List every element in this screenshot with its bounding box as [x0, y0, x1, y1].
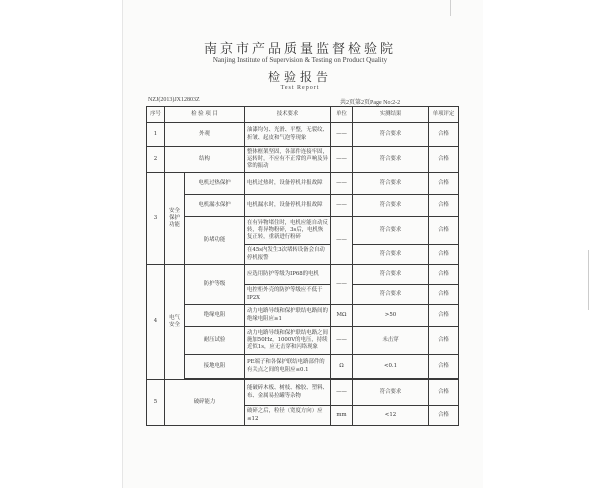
row-verdict: 合格: [429, 195, 459, 217]
row-verdict: 合格: [429, 406, 459, 426]
table-row: [147, 265, 459, 285]
row-verdict: 合格: [429, 123, 459, 147]
row-result: 符合要求: [353, 173, 429, 195]
institute-name-en: Nanjing Institute of Supervision & Testing on Product Quality: [212, 56, 388, 64]
row-unit: ——: [331, 195, 353, 217]
table-header-row: [147, 107, 459, 123]
row-group: 安全保护功能: [165, 173, 185, 265]
row-result: 符合要求: [353, 217, 429, 245]
row-seq: 5: [147, 380, 165, 426]
row-unit: ——: [331, 327, 353, 355]
row-seq: 1: [147, 123, 165, 147]
row-unit: ——: [331, 173, 353, 195]
row-requirement: 电机漏水时，设备停机并报故障: [245, 195, 331, 217]
row-item: 结构: [165, 147, 245, 173]
row-result: >50: [353, 305, 429, 327]
row-requirement: 电机过热时，设备停机并报故障: [245, 173, 331, 195]
row-verdict: 合格: [429, 305, 459, 327]
row-requirement: PE端子和各保护联结电路部件的有关点之间的电阻应≤0.1: [245, 355, 331, 379]
test-results-table: [146, 106, 459, 426]
row-seq: 4: [147, 265, 165, 380]
header-item: 检 验 项 目: [165, 107, 245, 123]
row-verdict: 合格: [429, 245, 459, 265]
table-row: [147, 217, 459, 245]
row-result: 符合要求: [353, 123, 429, 147]
row-item: 防护等级: [185, 265, 245, 305]
institute-name-cn: 南京市产品质量监督检验院: [203, 42, 396, 57]
header-unit: 单位: [331, 107, 353, 123]
page-number: 共2页第2页Page No:2-2: [340, 100, 401, 106]
row-verdict: 合格: [429, 217, 459, 245]
row-requirement: 油漆均匀、光滑、平整，无裂纹、折皱、起皮和气泡等现象: [245, 123, 331, 147]
row-unit: ——: [331, 380, 353, 406]
scan-edge-mark-right: [588, 250, 589, 310]
table-row: [147, 327, 459, 355]
row-result: 未击穿: [353, 327, 429, 355]
row-verdict: 合格: [429, 285, 459, 305]
row-result: 符合要求: [353, 147, 429, 173]
row-verdict: 合格: [429, 147, 459, 173]
row-item: 电机漏水保护: [185, 195, 245, 217]
row-result: 符合要求: [353, 245, 429, 265]
row-verdict: 合格: [429, 173, 459, 195]
row-item: 耐压试验: [185, 327, 245, 355]
row-requirement: 电控柜外壳的防护等级应不低于IP2X: [245, 285, 331, 305]
row-requirement: 在45s内发生3次堵转设备会自动停机报警: [245, 245, 331, 265]
row-requirement: 应选用防护等级为IP68的电机: [245, 265, 331, 285]
row-item: 防堵功能: [185, 217, 245, 265]
row-requirement: 动力电路导线和保护联结电路之间施加50Hz，1000V的电压，持续近似1s，应无击穿和闪络现象: [245, 327, 331, 355]
table-row: [147, 147, 459, 173]
header-seq: 序号: [147, 107, 165, 123]
table-row: [147, 195, 459, 217]
row-unit: ——: [331, 265, 353, 305]
row-unit: MΩ: [331, 305, 353, 327]
table-row: [147, 355, 459, 379]
row-result: <12: [353, 406, 429, 426]
row-result: 符合要求: [353, 380, 429, 406]
table-row: [147, 380, 459, 406]
row-seq: 2: [147, 147, 165, 173]
row-requirement: 能破碎木板、树枝、橡胶、塑料、布、金属易拉罐等杂物: [245, 380, 331, 406]
header-result: 实测结果: [353, 107, 429, 123]
row-result: 符合要求: [353, 195, 429, 217]
row-verdict: 合格: [429, 327, 459, 355]
row-item: 电机过热保护: [185, 173, 245, 195]
row-item: 接地电阻: [185, 355, 245, 379]
table-row: [147, 305, 459, 327]
row-result: 符合要求: [353, 285, 429, 305]
row-unit: mm: [331, 406, 353, 426]
row-item: 绝缘电阻: [185, 305, 245, 327]
row-requirement: 整体框架坚固，各部件连接牢固，运转时，不应有不正常的声响及异常的振动: [245, 147, 331, 173]
header-verdict: 单项评定: [429, 107, 459, 123]
row-item: 破碎能力: [165, 380, 245, 426]
report-title-en: Test Report: [280, 85, 320, 91]
row-requirement: 破碎之后，粒径（宽度方向）应≤12: [245, 406, 331, 426]
row-verdict: 合格: [429, 355, 459, 379]
row-result: <0.1: [353, 355, 429, 379]
row-seq: 3: [147, 173, 165, 265]
row-requirement: 在有异物堵住时，电机应能自动反转，将异物粉碎，3s后，电机恢复正转，重新进行粉碎: [245, 217, 331, 245]
scan-edge-mark: [450, 0, 463, 16]
report-title-cn: 检验报告: [267, 70, 332, 84]
row-unit: ——: [331, 123, 353, 147]
row-result: 符合要求: [353, 265, 429, 285]
table-row: [147, 173, 459, 195]
row-verdict: 合格: [429, 380, 459, 406]
table-row: [147, 123, 459, 147]
row-item: 外观: [165, 123, 245, 147]
header-requirement: 技术要求: [245, 107, 331, 123]
row-unit: ——: [331, 147, 353, 173]
report-number: NZJ(2013)JX12803Z: [148, 97, 200, 103]
row-requirement: 动力电路导线和保护联结电路间的绝缘电阻应≥1: [245, 305, 331, 327]
row-verdict: 合格: [429, 265, 459, 285]
row-group: 电气安全: [165, 265, 185, 380]
row-unit: ——: [331, 217, 353, 265]
row-unit: Ω: [331, 355, 353, 379]
